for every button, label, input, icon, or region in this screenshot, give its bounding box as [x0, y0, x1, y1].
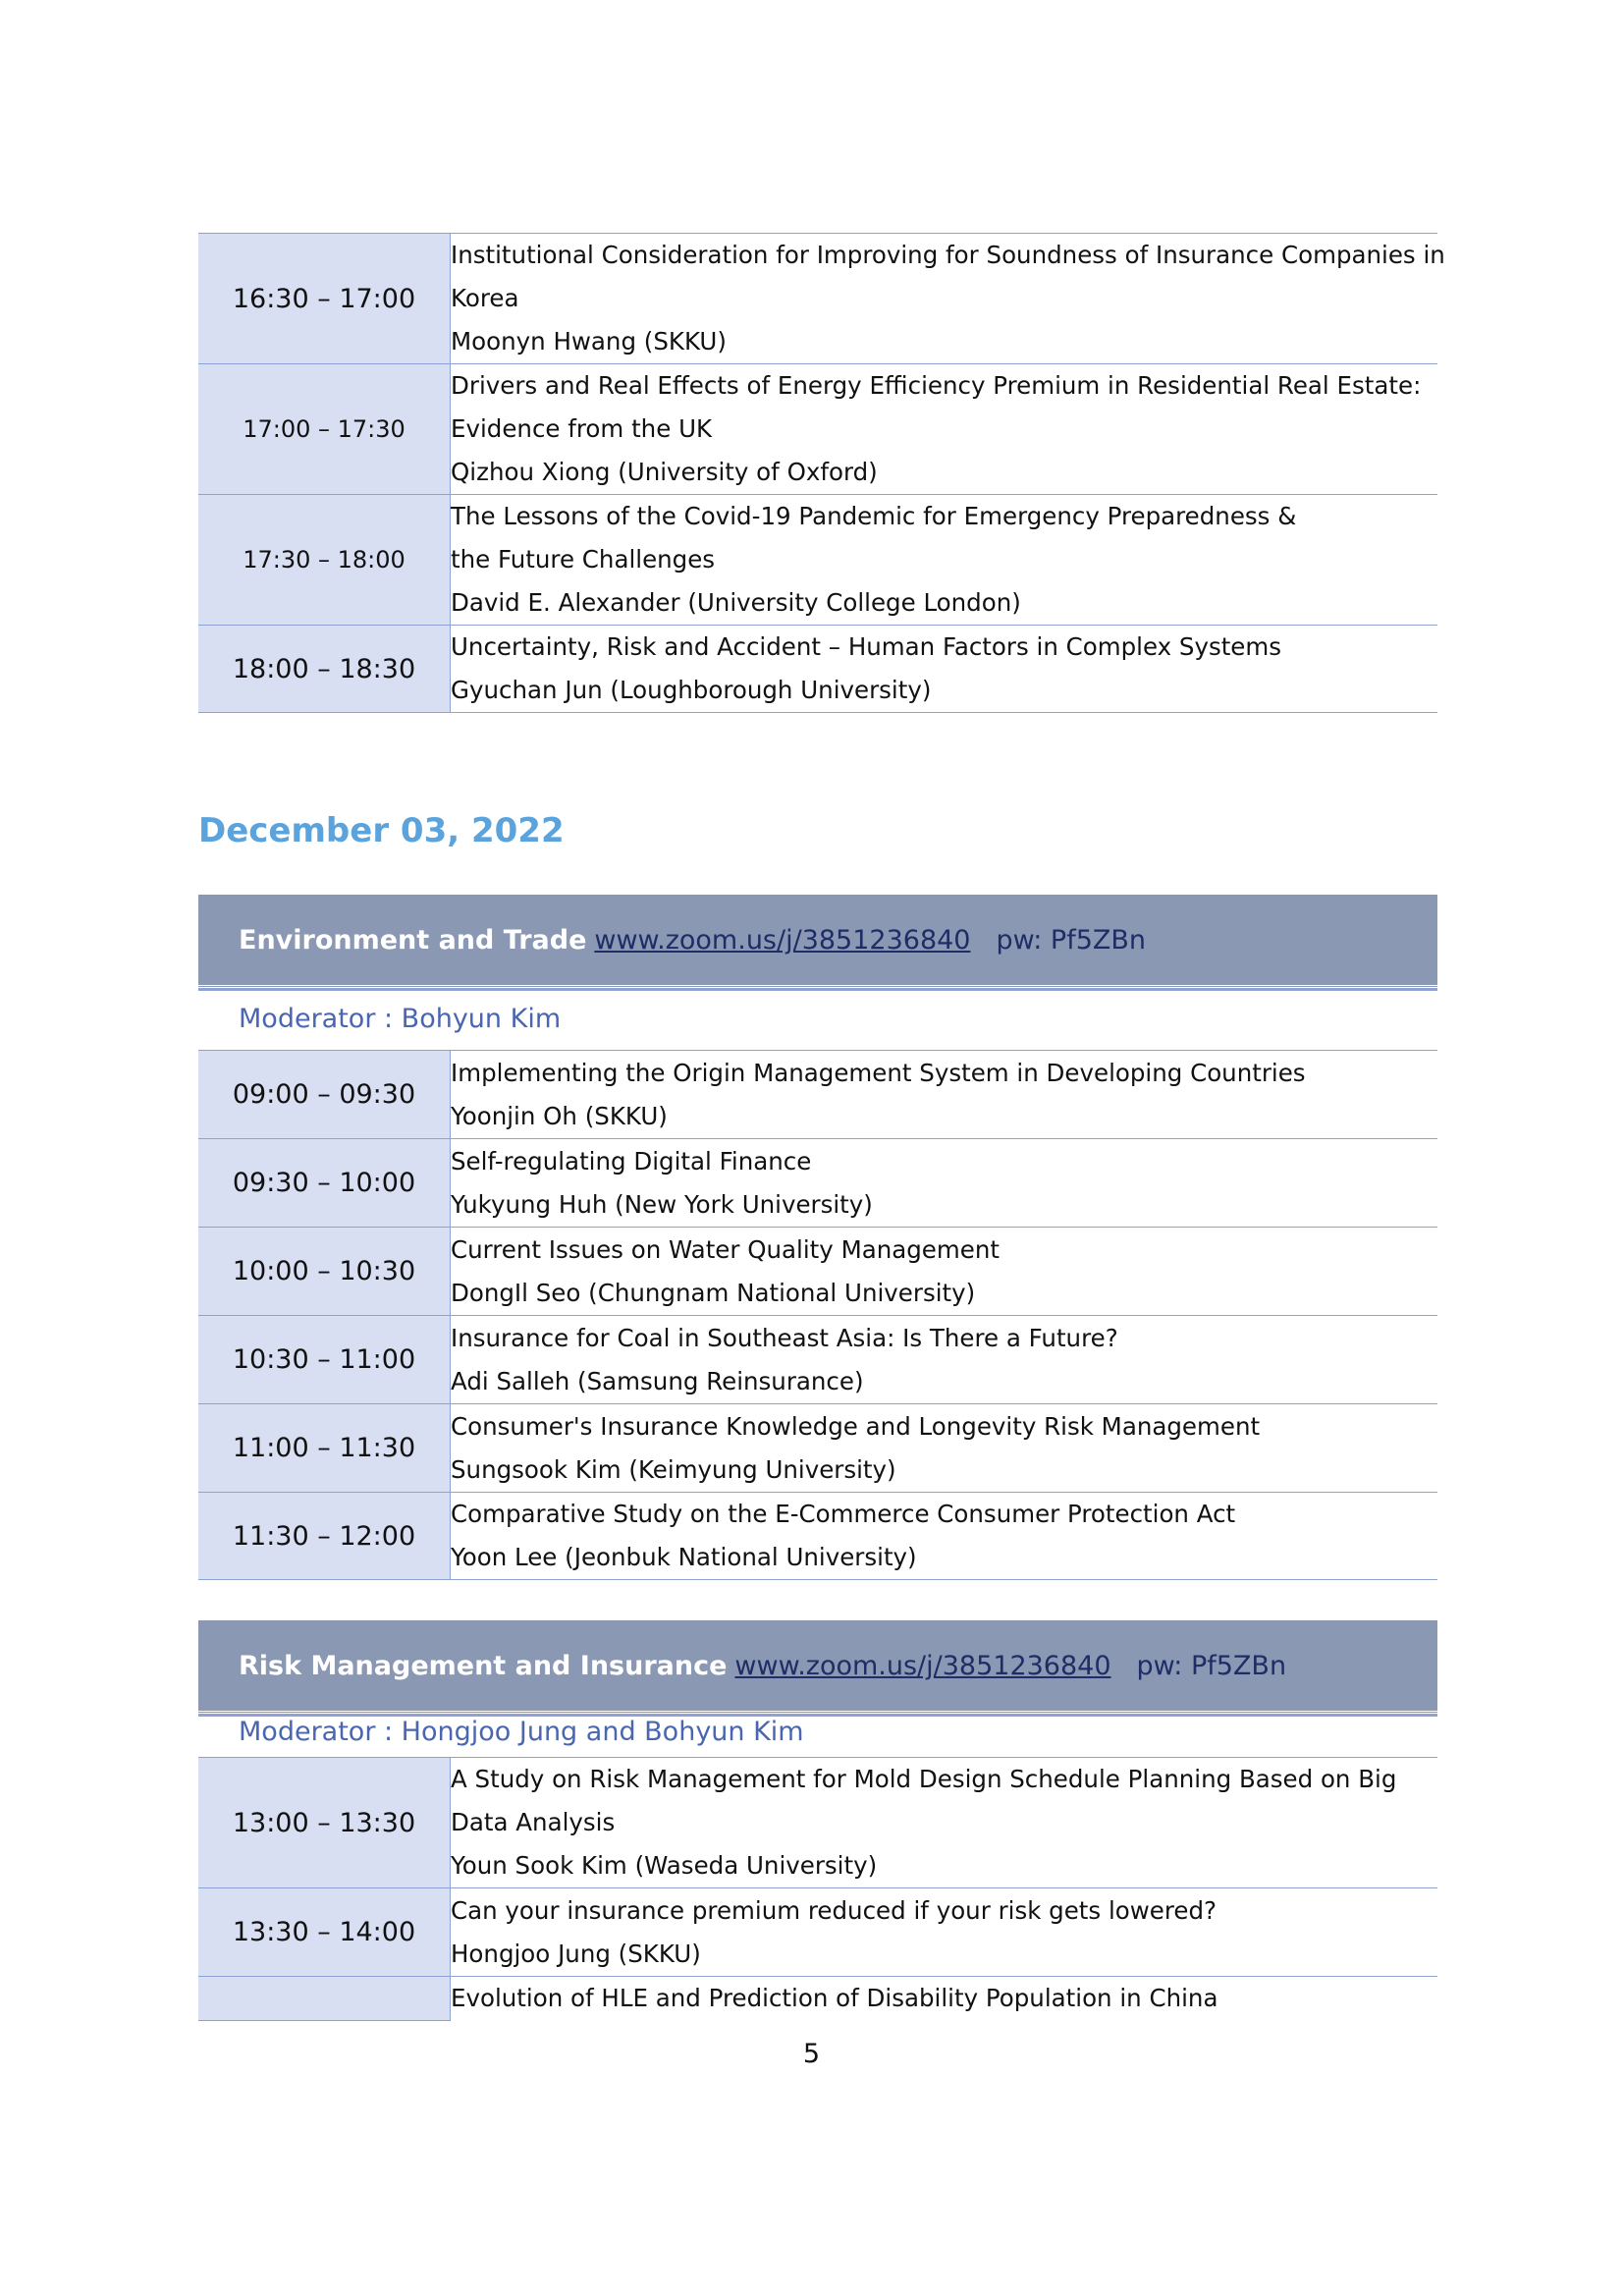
- talk-title: Uncertainty, Risk and Accident – Human Factors in Complex Systems: [451, 632, 1282, 661]
- talk-title: Self-regulating Digital Finance: [451, 1146, 812, 1175]
- talk-cell: [451, 1228, 1438, 1316]
- speaker: Yukyung Huh (New York University): [451, 1189, 873, 1219]
- table-row: [198, 364, 1437, 495]
- time-cell: 11:00 – 11:30: [198, 1404, 451, 1493]
- speaker: Adi Salleh (Samsung Reinsurance): [451, 1366, 864, 1395]
- time-cell: 17:00 – 17:30: [198, 364, 451, 495]
- schedule-table-environment-trade: [198, 1050, 1437, 1580]
- speaker: Qizhou Xiong (University of Oxford): [451, 458, 878, 486]
- talk-title-cont: Evidence from the UK: [451, 414, 713, 443]
- talk-cell: [451, 1758, 1438, 1888]
- session-title: Risk Management and Insurance: [239, 1650, 728, 1681]
- speaker: Yoon Lee (Jeonbuk National University): [451, 1543, 917, 1571]
- table-row: [198, 1977, 1437, 2021]
- speaker: Yoonjin Oh (SKKU): [451, 1101, 668, 1130]
- date-heading: December 03, 2022: [198, 811, 565, 850]
- time-cell: [198, 1977, 451, 2021]
- zoom-password: pw: Pf5ZBn: [1136, 1650, 1287, 1681]
- talk-cell: [451, 1493, 1438, 1580]
- session-title: Environment and Trade: [239, 924, 587, 956]
- time-cell: 10:30 – 11:00: [198, 1316, 451, 1404]
- talk-title-cont: Data Analysis: [451, 1808, 616, 1836]
- moderator-label: Moderator : Hongjoo Jung and Bohyun Kim: [239, 1717, 804, 1747]
- time-cell: 09:30 – 10:00: [198, 1139, 451, 1228]
- talk-title-cont: Korea: [451, 284, 519, 312]
- table-row: [198, 1888, 1437, 1977]
- table-row: [198, 1051, 1437, 1139]
- time-cell: 18:00 – 18:30: [198, 626, 451, 713]
- time-cell: 13:00 – 13:30: [198, 1758, 451, 1888]
- schedule-table-risk-management: [198, 1757, 1437, 2021]
- talk-title: Institutional Consideration for Improving for Soundness of Insurance Companies in: [451, 241, 1445, 269]
- moderator-label: Moderator : Bohyun Kim: [239, 1004, 562, 1034]
- talk-cell: [451, 234, 1445, 364]
- speaker: Hongjoo Jung (SKKU): [451, 1939, 701, 1968]
- speaker: DongIl Seo (Chungnam National University): [451, 1278, 976, 1307]
- talk-cell: [451, 1888, 1438, 1977]
- time-cell: 11:30 – 12:00: [198, 1493, 451, 1580]
- table-row: [198, 1758, 1437, 1888]
- session-header-environment-trade: [198, 895, 1437, 988]
- table-row: [198, 495, 1437, 626]
- talk-title: The Lessons of the Covid-19 Pandemic for Emergency Preparedness &: [451, 502, 1297, 530]
- speaker: Gyuchan Jun (Loughborough University): [451, 676, 932, 704]
- talk-title: A Study on Risk Management for Mold Design Schedule Planning Based on Big: [451, 1765, 1397, 1793]
- time-cell: 10:00 – 10:30: [198, 1228, 451, 1316]
- talk-cell: [451, 626, 1438, 713]
- talk-cell: [451, 1051, 1438, 1139]
- session-header-risk-management: [198, 1620, 1437, 1714]
- table-row: [198, 1139, 1437, 1228]
- talk-title: Consumer's Insurance Knowledge and Longevity Risk Management: [451, 1411, 1261, 1441]
- schedule-table-continued: [198, 233, 1445, 713]
- time-cell: 17:30 – 18:00: [198, 495, 451, 626]
- page-number: 5: [802, 2039, 821, 2069]
- talk-title: Comparative Study on the E-Commerce Consumer Protection Act: [451, 1500, 1236, 1528]
- talk-cell: [451, 364, 1438, 495]
- speaker: Sungsook Kim (Keimyung University): [451, 1454, 896, 1484]
- table-row: [198, 626, 1437, 713]
- table-row: [198, 1493, 1437, 1580]
- talk-title-cont: the Future Challenges: [451, 545, 716, 574]
- talk-cell: [451, 1139, 1438, 1228]
- talk-cell: [451, 1316, 1438, 1404]
- talk-title: Implementing the Origin Management System in Developing Countries: [451, 1058, 1306, 1087]
- speaker: Moonyn Hwang (SKKU): [451, 327, 727, 355]
- talk-title: Current Issues on Water Quality Management: [451, 1234, 1000, 1264]
- talk-title: Drivers and Real Effects of Energy Efficiency Premium in Residential Real Estate:: [451, 371, 1422, 400]
- zoom-password: pw: Pf5ZBn: [996, 924, 1147, 956]
- table-row: [198, 1404, 1437, 1493]
- time-cell: 13:30 – 14:00: [198, 1888, 451, 1977]
- talk-title: Evolution of HLE and Prediction of Disability Population in China: [451, 1984, 1218, 2013]
- talk-cell: [451, 1404, 1438, 1493]
- talk-cell: [451, 1977, 1438, 2021]
- zoom-link[interactable]: www.zoom.us/j/3851236840: [594, 924, 971, 956]
- table-row: [198, 1228, 1437, 1316]
- talk-title: Insurance for Coal in Southeast Asia: Is There a Future?: [451, 1323, 1118, 1352]
- talk-title: Can your insurance premium reduced if your risk gets lowered?: [451, 1895, 1217, 1925]
- table-row: [198, 1316, 1437, 1404]
- speaker: Youn Sook Kim (Waseda University): [451, 1851, 878, 1880]
- talk-cell: [451, 495, 1438, 626]
- speaker: David E. Alexander (University College London): [451, 588, 1021, 617]
- zoom-link[interactable]: www.zoom.us/j/3851236840: [734, 1650, 1111, 1681]
- time-cell: 16:30 – 17:00: [198, 234, 451, 364]
- table-row: [198, 234, 1437, 364]
- time-cell: 09:00 – 09:30: [198, 1051, 451, 1139]
